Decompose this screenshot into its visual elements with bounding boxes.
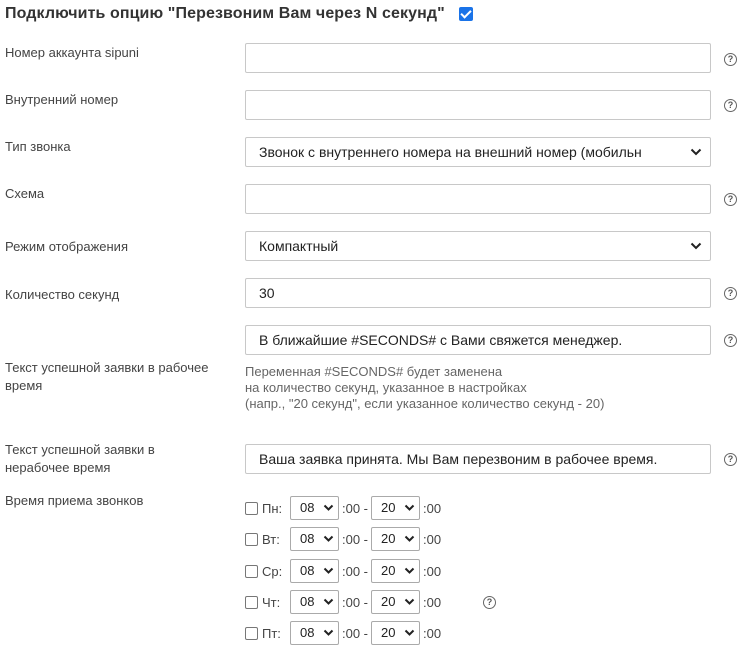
to-hour-select[interactable] — [371, 527, 420, 551]
display-mode-label: Режим отображения — [5, 239, 128, 254]
day-checkbox[interactable] — [245, 596, 258, 609]
day-label: Пн: — [262, 500, 283, 516]
from-hour-select[interactable] — [290, 527, 339, 551]
scheme-label: Схема — [5, 186, 45, 201]
chevron-down-icon — [323, 596, 334, 608]
success-work-input[interactable]: В ближайшие #SECONDS# с Вами свяжется менеджер. — [245, 325, 711, 355]
time-suffix: :00 — [423, 625, 442, 641]
call-type-value: Звонок с внутреннего номера на внешний номер (мобильн — [259, 144, 642, 160]
success-off-label — [5, 441, 155, 477]
time-separator: :00 - — [342, 531, 369, 547]
internal-number-input[interactable] — [245, 90, 711, 120]
schedule-row-tue — [245, 527, 444, 551]
help-icon[interactable]: ? — [724, 453, 737, 466]
help-icon[interactable]: ? — [724, 287, 737, 300]
chevron-down-icon — [323, 627, 334, 639]
time-separator: :00 - — [342, 625, 369, 641]
schedule-label: Время приема звонков — [5, 493, 144, 508]
to-hour-value: 20 — [381, 594, 396, 609]
time-separator: :00 - — [342, 563, 369, 579]
enable-option-checkbox[interactable] — [459, 7, 473, 21]
chevron-down-icon — [404, 596, 415, 608]
chevron-down-icon — [690, 145, 702, 159]
from-hour-value: 08 — [300, 625, 315, 640]
from-hour-select[interactable] — [290, 496, 339, 520]
help-icon[interactable]: ? — [483, 596, 496, 609]
hint-line: на количество секунд, указанное в настройках — [245, 380, 527, 395]
to-hour-value: 20 — [381, 625, 396, 640]
success-work-label-line1: Текст успешной заявки в рабочее — [5, 360, 209, 375]
help-icon[interactable]: ? — [724, 193, 737, 206]
chevron-down-icon — [323, 502, 334, 514]
from-hour-value: 08 — [300, 500, 315, 515]
time-separator: :00 - — [342, 594, 369, 610]
from-hour-select[interactable] — [290, 590, 339, 614]
day-checkbox[interactable] — [245, 502, 258, 515]
day-label: Ср: — [262, 563, 283, 579]
day-label: Пт: — [262, 625, 281, 641]
to-hour-select[interactable] — [371, 496, 420, 520]
display-mode-value: Компактный — [259, 238, 339, 254]
success-off-input[interactable]: Ваша заявка принята. Мы Вам перезвоним в рабочее время. — [245, 444, 711, 474]
help-icon[interactable]: ? — [724, 53, 737, 66]
seconds-label: Количество секунд — [5, 287, 120, 302]
schedule-row-thu — [245, 590, 444, 614]
option-header — [5, 5, 473, 23]
schedule-row-wed — [245, 559, 444, 583]
hint-line: (напр., "20 секунд", если указанное количество секунд - 20) — [245, 396, 605, 411]
day-label: Вт: — [262, 531, 280, 547]
from-hour-value: 08 — [300, 531, 315, 546]
call-type-select[interactable] — [245, 137, 711, 167]
from-hour-select[interactable] — [290, 621, 339, 645]
schedule-row-fri — [245, 621, 444, 645]
page-title: Подключить опцию "Перезвоним Вам через N секунд" — [5, 5, 445, 22]
seconds-variable-hint — [245, 364, 604, 412]
from-hour-value: 08 — [300, 563, 315, 578]
call-type-label: Тип звонка — [5, 139, 71, 154]
to-hour-select[interactable] — [371, 559, 420, 583]
display-mode-select[interactable] — [245, 231, 711, 261]
time-separator: :00 - — [342, 500, 369, 516]
time-suffix: :00 — [423, 563, 442, 579]
success-work-label-line2: время — [5, 378, 43, 393]
account-input[interactable] — [245, 43, 711, 73]
time-suffix: :00 — [423, 594, 442, 610]
help-icon[interactable]: ? — [724, 99, 737, 112]
success-off-label-line2: нерабочее время — [5, 460, 111, 475]
from-hour-value: 08 — [300, 594, 315, 609]
to-hour-select[interactable] — [371, 590, 420, 614]
to-hour-value: 20 — [381, 500, 396, 515]
day-label: Чт: — [262, 594, 281, 610]
account-label: Номер аккаунта sipuni — [5, 45, 139, 60]
from-hour-select[interactable] — [290, 559, 339, 583]
time-suffix: :00 — [423, 531, 442, 547]
success-off-label-line1: Текст успешной заявки в — [5, 442, 155, 457]
chevron-down-icon — [323, 565, 334, 577]
schedule-row-mon — [245, 496, 444, 520]
to-hour-select[interactable] — [371, 621, 420, 645]
chevron-down-icon — [690, 239, 702, 253]
chevron-down-icon — [323, 533, 334, 545]
chevron-down-icon — [404, 502, 415, 514]
scheme-input[interactable] — [245, 184, 711, 214]
day-checkbox[interactable] — [245, 565, 258, 578]
chevron-down-icon — [404, 627, 415, 639]
internal-number-label: Внутренний номер — [5, 92, 119, 107]
chevron-down-icon — [404, 533, 415, 545]
time-suffix: :00 — [423, 500, 442, 516]
chevron-down-icon — [404, 565, 415, 577]
day-checkbox[interactable] — [245, 533, 258, 546]
help-icon[interactable]: ? — [724, 334, 737, 347]
success-work-label — [5, 359, 208, 395]
hint-line: Переменная #SECONDS# будет заменена — [245, 364, 503, 379]
day-checkbox[interactable] — [245, 627, 258, 640]
seconds-input[interactable]: 30 — [245, 278, 711, 308]
to-hour-value: 20 — [381, 531, 396, 546]
to-hour-value: 20 — [381, 563, 396, 578]
